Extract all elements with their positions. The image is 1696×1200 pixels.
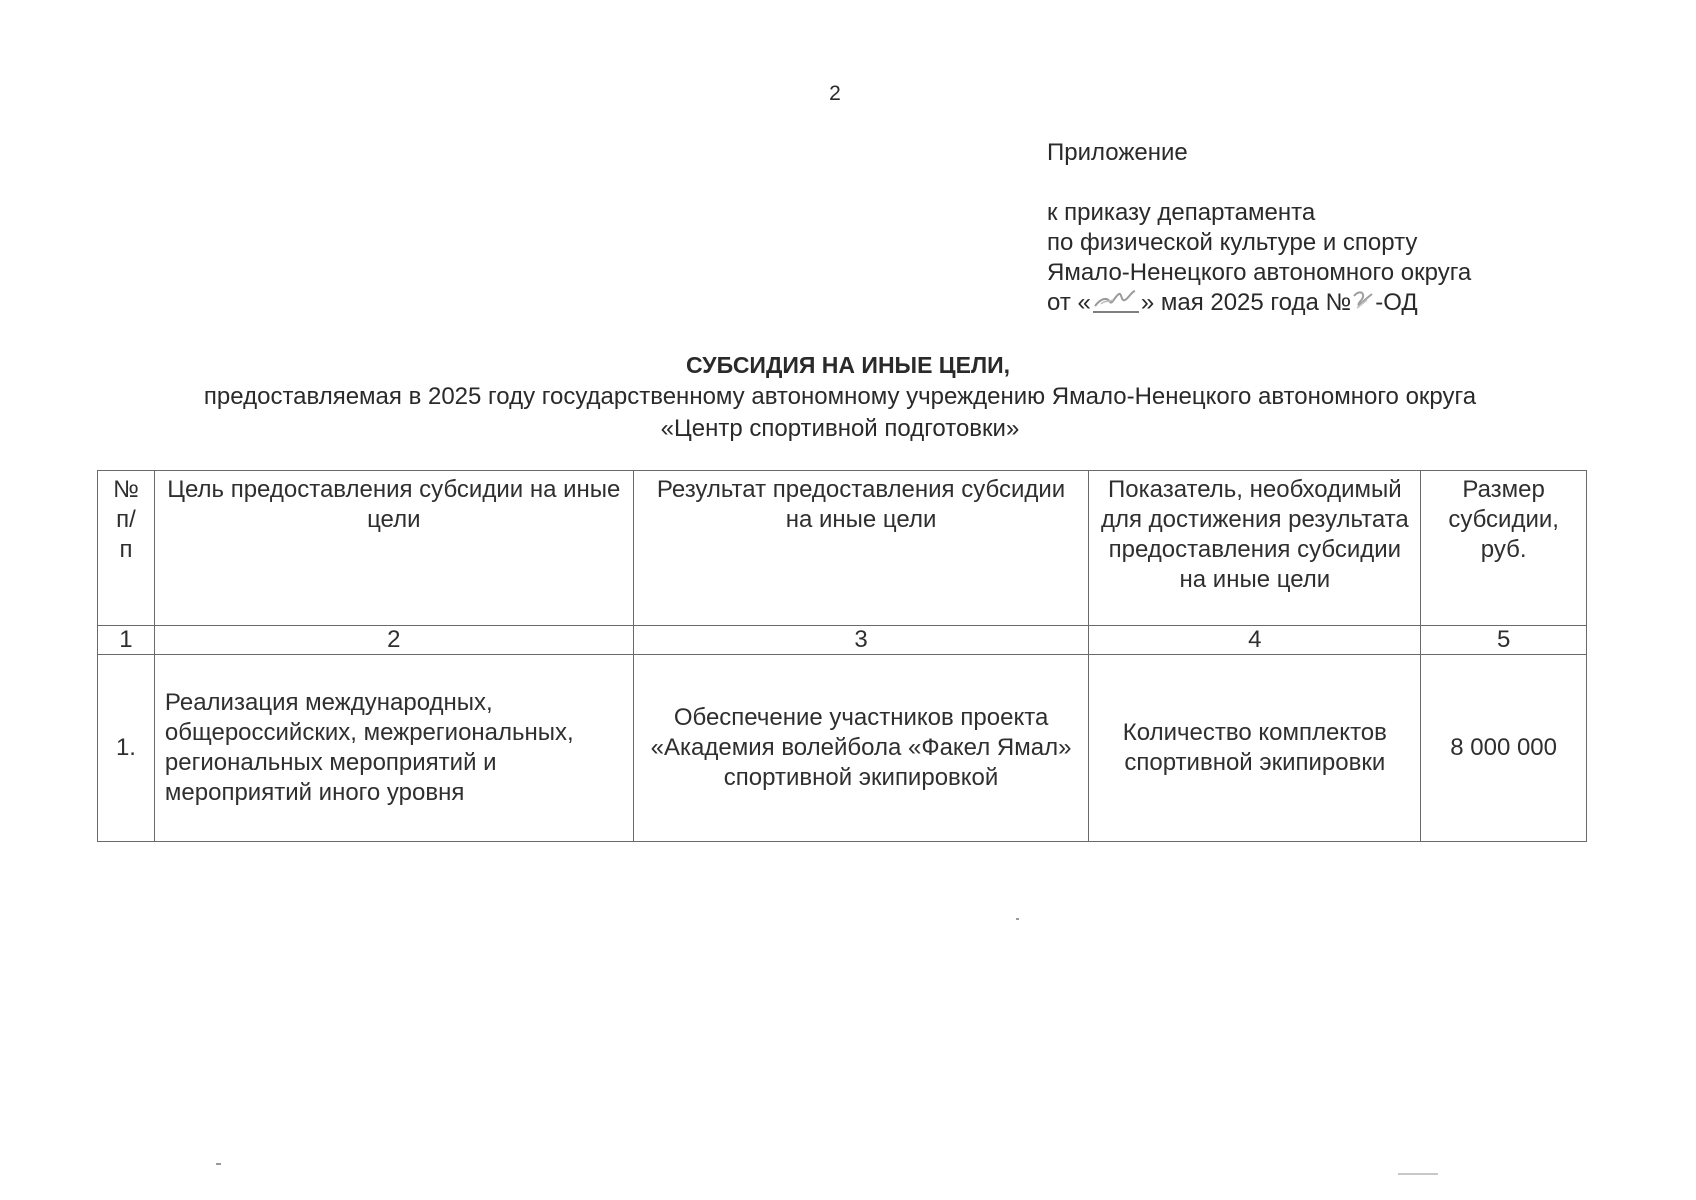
- appendix-title: Приложение: [1047, 139, 1188, 166]
- appendix-line: Ямало-Ненецкого автономного округа: [1047, 259, 1472, 286]
- subsidy-table: [97, 470, 1587, 842]
- header-cell: Цель предоставления субсидии на иные цели: [154, 471, 633, 626]
- indicator-cell: Количество комплектов спортивной экипировки: [1089, 655, 1421, 842]
- purpose-cell: Реализация международных, общероссийских, межрегиональных, региональных мероприятий и мероприятий иного уровня: [154, 655, 633, 842]
- scan-speck: [1016, 918, 1019, 920]
- amount-cell: 8 000 000: [1421, 655, 1587, 842]
- column-number-cell: 4: [1089, 626, 1421, 655]
- appendix-line: к приказу департамента: [1047, 199, 1316, 226]
- result-cell: Обеспечение участников проекта «Академия волейбола «Факел Ямал» спортивной экипировкой: [633, 655, 1089, 842]
- column-number-cell: 2: [154, 626, 633, 655]
- document-subtitle: [100, 381, 1580, 445]
- column-number-cell: 1: [98, 626, 155, 655]
- handwritten-number-mark: [1351, 288, 1375, 322]
- header-cell: № п/ п: [98, 471, 155, 626]
- date-prefix: от «: [1047, 289, 1091, 316]
- column-number-row: [98, 626, 1587, 655]
- appendix-block: [1047, 138, 1471, 322]
- handwritten-day-mark: [1091, 288, 1141, 322]
- date-middle: » мая 2025 года №: [1140, 289, 1352, 316]
- column-number-cell: 5: [1421, 626, 1587, 655]
- page-number: 2: [829, 82, 841, 105]
- subtitle-line: предоставляемая в 2025 году государственному автономному учреждению Ямало-Ненецкого автономного округа: [203, 383, 1477, 410]
- scan-speck: [1398, 1173, 1438, 1175]
- header-cell: Показатель, необходимый для достижения результата предоставления субсидии на иные цели: [1089, 471, 1421, 626]
- date-suffix: -ОД: [1375, 289, 1418, 316]
- appendix-line: по физической культуре и спорту: [1047, 229, 1418, 256]
- table-header-row: [98, 471, 1587, 626]
- document-title: СУБСИДИЯ НА ИНЫЕ ЦЕЛИ,: [685, 352, 1011, 378]
- order-date-line: [1047, 288, 1471, 322]
- table-row: [98, 655, 1587, 842]
- header-cell: Результат предоставления субсидии на иные цели: [633, 471, 1089, 626]
- subtitle-line: «Центр спортивной подготовки»: [660, 415, 1020, 442]
- row-number-cell: 1.: [98, 655, 155, 842]
- scan-speck: [216, 1163, 221, 1165]
- header-cell: Размер субсидии, руб.: [1421, 471, 1587, 626]
- column-number-cell: 3: [633, 626, 1089, 655]
